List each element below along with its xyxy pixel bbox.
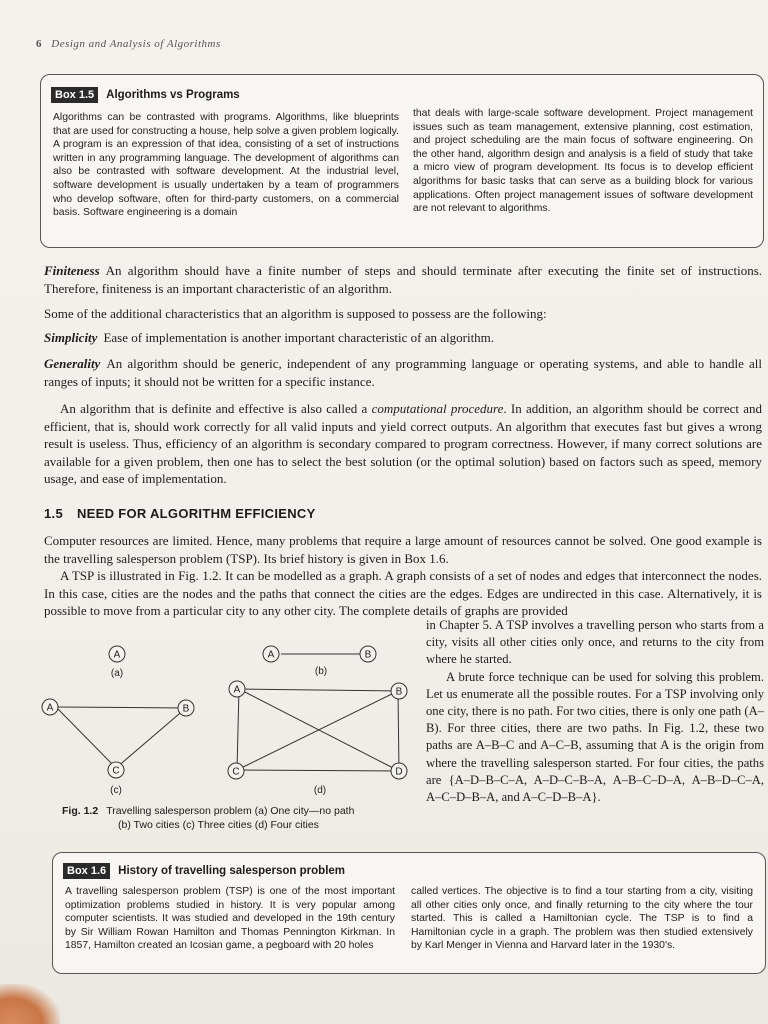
figure-caption-line2: (b) Two cities (c) Three cities (d) Four cities	[118, 819, 319, 831]
right-para-1: in Chapter 5. A TSP involves a travelling person who starts from a city, visits all other cities only once, and returns to the city from where he started.	[426, 618, 764, 667]
edge-c-ac	[56, 707, 116, 768]
section-title: NEED FOR ALGORITHM EFFICIENCY	[76, 506, 316, 521]
finiteness-para	[44, 262, 762, 297]
box-1-5-col2: that deals with large-scale software development. Project management issues such as team management, extensive planning, cost estimation, and project scheduling are the main focus of software engineering. On the other hand, algorithm design and analysis is a field of study that take a micro view of program development. Its focus is to develop efficient algorithms for basic tasks that can serve as a building block for various applications. Often project management issues of software development are not relevant to algorithms.	[413, 108, 753, 215]
section-number: 1.5	[44, 506, 63, 521]
box-1-5-title: Algorithms vs Programs	[106, 89, 240, 101]
edge-d-ac	[237, 689, 239, 770]
label-c-b: B	[182, 703, 190, 715]
right-para-2: A brute force technique can be used for solving this problem. Let us enumerate all the possible routes. For a TSP involving only one city, there is no path. For two cities, there is only one path (A–B). For three cities, there are two paths. In Fig. 1.2, these two paths are A–B–C and A–C–B, assuming that A is the origin from where the travelling salesperson started. For four cities, the paths are {A–D–B–C–A, A–D–C–B–A, A–B–C–D–A, A–B–D–C–A, A–C–D–B–A, and A–C–D–B–A}.	[426, 669, 764, 805]
box-1-6-col1: A travelling salesperson problem (TSP) is one of the most important optimization problems studied in history. It is very popular among computer scientists. It was studied and developed in the 19th century by Sir William Rowan Hamilton and Thomas Pennington Kirkman. In 1857, Hamilton created an Icosian game, a pegboard with 20 holes	[65, 886, 395, 952]
edge-c-ab	[56, 707, 186, 708]
tsp-figure	[38, 632, 418, 810]
box-1-5-header	[51, 87, 240, 103]
figure-caption-line1: Travelling salesperson problem (a) One city—no path	[106, 805, 355, 817]
comp-para-before: An algorithm that is definite and effective is also called a	[60, 401, 372, 416]
box-1-6	[52, 852, 766, 974]
generality-term: Generality	[44, 356, 101, 371]
right-column-text	[426, 617, 764, 806]
sub-label-d: (d)	[313, 785, 327, 796]
label-d-c: C	[232, 766, 240, 778]
simplicity-para	[44, 329, 762, 347]
computational-procedure-para	[44, 400, 762, 488]
edge-c-bc	[116, 708, 186, 768]
label-d-a: A	[233, 684, 241, 696]
box-1-6-title: History of travelling salesperson problem	[118, 865, 346, 877]
sub-label-c: (c)	[110, 785, 122, 796]
sub-label-b: (b)	[314, 666, 328, 677]
simplicity-text: Ease of implementation is another important characteristic of an algorithm.	[103, 330, 495, 345]
book-title: Design and Analysis of Algorithms	[51, 38, 221, 50]
sub-label-a: (a)	[110, 668, 124, 679]
section-para-1: Computer resources are limited. Hence, many problems that require a large amount of resources cannot be solved. One good example is the travelling salesperson problem (TSP). Its brief history is given in Box 1.6.	[44, 533, 762, 566]
section-heading	[44, 506, 316, 521]
box-1-6-header	[63, 863, 345, 879]
box-1-5-col1: Algorithms can be contrasted with programs. Algorithms, like blueprints that are used for constructing a house, help solve a given problem logically. A program is an expression of that idea, consisting of a set of instructions written in any programming language. The development of algorithms can also be contrasted with software development. At the industrial level, software development is usually undertaken by a team of programmers who develop software, often for third-party customers, on a commercial basis. Software engineering is a domain	[53, 112, 399, 219]
edge-d-ab	[239, 689, 398, 691]
box-1-5	[40, 74, 764, 248]
figure-caption-label: Fig. 1.2	[62, 805, 99, 817]
generality-para	[44, 355, 762, 390]
thumb-shadow	[0, 984, 60, 1024]
comp-para-after: . In addition, an algorithm should be correct and efficient, that is, should work correctly for all valid inputs and yield correct outputs. An algorithm that executes fast but gives a wrong result is useless. Thus, efficiency of an algorithm is secondary compared to program correctness. However, if many correct solutions are available for a given problem, then one has to select the best solution (or the optimal solution) based on factors such as speed, memory usage, and ease of implementation.	[44, 401, 762, 486]
label-b-a: A	[267, 649, 275, 661]
generality-text: An algorithm should be generic, independent of any programming language or operating systems, and able to handle all ranges of inputs; it should not be written for a specific instance.	[44, 356, 762, 389]
page-number: 6	[36, 38, 42, 50]
box-1-6-label: Box 1.6	[63, 863, 110, 879]
running-head	[36, 38, 221, 50]
figure-caption	[62, 804, 402, 832]
label-d-b: B	[395, 686, 403, 698]
section-para-2: A TSP is illustrated in Fig. 1.2. It can be modelled as a graph. A graph consists of a set of nodes and edges that interconnect the nodes. In this case, cities are the nodes and the paths that connect the cities are the edges. Edges are undirected in this case. Alternatively, it is possible to move from a particular city to any other city. The complete details of graphs are provided	[44, 568, 762, 618]
edge-d-bd	[398, 691, 399, 771]
label-c-c: C	[112, 765, 120, 777]
edge-d-cd	[237, 770, 399, 771]
label-d-d: D	[395, 766, 403, 778]
label-a-a: A	[113, 649, 121, 661]
finiteness-text: An algorithm should have a finite number of steps and should terminate after executing the finite set of instructions. Therefore, finiteness is an important characteristic of an algorithm.	[44, 263, 762, 296]
simplicity-term: Simplicity	[44, 330, 98, 345]
finiteness-term: Finiteness	[44, 263, 100, 278]
label-c-a: A	[46, 702, 54, 714]
label-b-b: B	[364, 649, 372, 661]
box-1-5-label: Box 1.5	[51, 87, 98, 103]
additional-intro: Some of the additional characteristics that an algorithm is supposed to possess are the following:	[44, 306, 547, 321]
box-1-6-col2: called vertices. The objective is to find a tour starting from a city, visiting all other cities only once, and finally returning to the city where the tour started. This is called a Hamiltonian cycle. The TSP is to find a Hamiltonian cycle in a graph. The problem was then studied extensively by Karl Menger in Vienna and Harvard later in the 1930's.	[411, 886, 753, 952]
comp-para-emph: computational procedure	[371, 401, 504, 416]
